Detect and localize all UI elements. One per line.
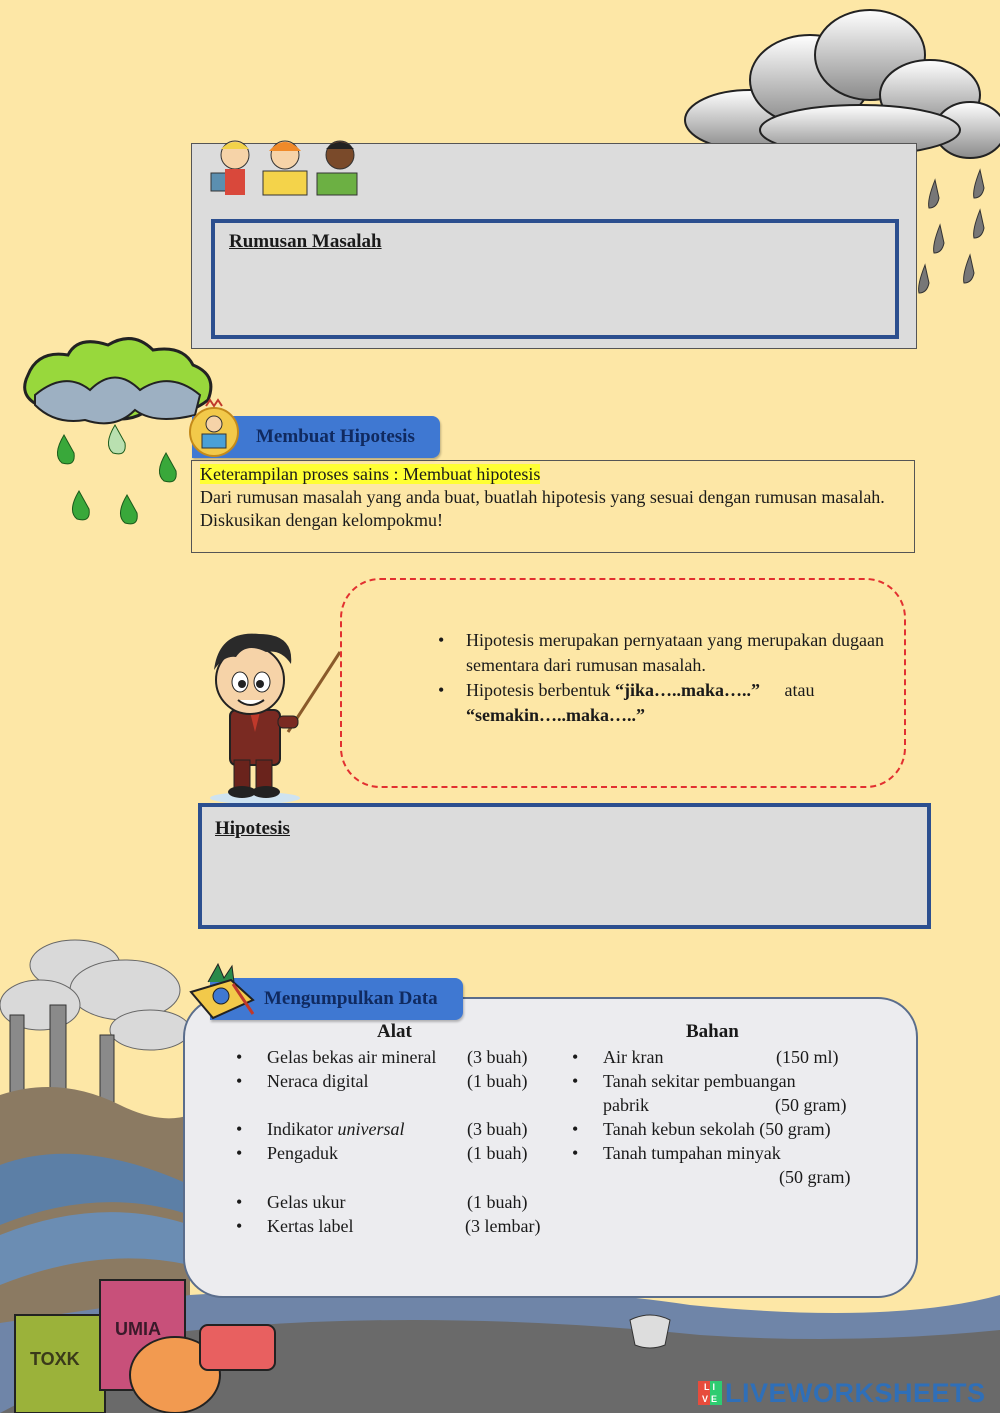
alat-qty: (3 buah) xyxy=(467,1119,528,1139)
hipotesis-answer-box[interactable] xyxy=(198,803,931,929)
liveworksheets-logo[interactable] xyxy=(698,1378,986,1408)
alat-name-italic: universal xyxy=(337,1119,405,1139)
hipotesis-title: Hipotesis xyxy=(215,818,290,839)
alat-name: Gelas ukur xyxy=(267,1192,346,1212)
bullet: • xyxy=(236,1143,243,1163)
bahan-name: Tanah sekitar pembuangan xyxy=(603,1071,796,1091)
callout-semakin-maka: “semakin…..maka…..” xyxy=(466,705,646,725)
alat-name: Pengaduk xyxy=(267,1143,338,1163)
rumusan-title: Rumusan Masalah xyxy=(229,231,382,252)
alat-name-plain: Indikator xyxy=(267,1119,338,1139)
alat-qty: (1 buah) xyxy=(467,1192,528,1212)
bahan-item xyxy=(572,1069,796,1093)
student-reading-icon xyxy=(186,398,242,458)
alat-item xyxy=(236,1214,541,1238)
hipotesis-instruction-box xyxy=(191,460,915,553)
callout-item-2-pre: Hipotesis berbentuk xyxy=(466,680,615,700)
bullet: • xyxy=(572,1047,579,1067)
bahan-qty: (50 gram) xyxy=(759,1119,831,1139)
skill-label: Keterampilan proses sains : Membuat hipotesis xyxy=(200,464,541,484)
svg-text:TOXK: TOXK xyxy=(30,1349,80,1369)
bahan-name-cont: pabrik xyxy=(603,1095,649,1115)
bullet: • xyxy=(236,1047,243,1067)
membuat-hipotesis-label: Membuat Hipotesis xyxy=(256,426,415,447)
alat-name: Kertas label xyxy=(267,1216,354,1236)
bullet: • xyxy=(236,1119,243,1139)
callout-item-2-mid: atau xyxy=(780,680,815,700)
live-badge-text: LIVE xyxy=(698,1381,722,1405)
bullet: • xyxy=(236,1216,243,1236)
data-tools-icon xyxy=(183,962,263,1024)
callout-item-1: • Hipotesis merupakan pernyataan yang merupakan dugaan sementara dari rumusan masalah. xyxy=(434,628,884,678)
bahan-qty: (50 gram) xyxy=(779,1167,851,1187)
bahan-qty: (150 ml) xyxy=(776,1047,839,1067)
bahan-item xyxy=(572,1045,839,1069)
bullet: • xyxy=(572,1143,579,1163)
kids-reading-illustration xyxy=(205,135,365,217)
alat-name xyxy=(267,1117,404,1141)
bahan-name: Air kran xyxy=(603,1047,664,1067)
alat-qty: (1 buah) xyxy=(467,1071,528,1091)
alat-item xyxy=(236,1190,528,1214)
alat-heading: Alat xyxy=(377,1021,412,1042)
rumusan-answer-box[interactable] xyxy=(211,219,899,339)
svg-text:UMIA: UMIA xyxy=(115,1319,161,1339)
alat-qty: (3 lembar) xyxy=(465,1216,541,1236)
bahan-heading: Bahan xyxy=(686,1021,739,1042)
alat-qty: (1 buah) xyxy=(467,1143,528,1163)
liveworksheets-wordmark: LIVEWORKSHEETS xyxy=(725,1377,986,1408)
mengumpulkan-data-label: Mengumpulkan Data xyxy=(264,988,438,1009)
bahan-name: Tanah tumpahan minyak xyxy=(603,1143,781,1163)
bahan-qty: (50 gram) xyxy=(775,1095,847,1115)
bullet: • xyxy=(572,1071,579,1091)
callout-list xyxy=(434,628,884,728)
bullet: • xyxy=(236,1071,243,1091)
callout-jika-maka: “jika…..maka…..” xyxy=(614,680,760,700)
teacher-pointing-illustration xyxy=(200,630,345,805)
callout-item-2 xyxy=(434,678,884,728)
bullet: • xyxy=(572,1119,579,1139)
alat-name: Neraca digital xyxy=(267,1071,369,1091)
bahan-item xyxy=(572,1141,781,1165)
alat-item xyxy=(236,1141,528,1165)
alat-qty: (3 buah) xyxy=(467,1047,528,1067)
alat-item xyxy=(236,1045,528,1069)
bahan-name xyxy=(603,1117,831,1141)
bahan-name-text: Tanah kebun sekolah xyxy=(603,1119,755,1139)
alat-item xyxy=(236,1117,528,1141)
hipotesis-callout xyxy=(340,578,906,788)
live-badge-icon xyxy=(698,1381,722,1405)
bahan-item xyxy=(572,1117,831,1141)
alat-item xyxy=(236,1069,528,1093)
alat-name: Gelas bekas air mineral xyxy=(267,1047,437,1067)
bullet: • xyxy=(236,1192,243,1212)
hipotesis-instruction: Dari rumusan masalah yang anda buat, buatlah hipotesis yang sesuai dengan rumusan masalah. Diskusikan dengan kelompokmu! xyxy=(200,487,885,530)
